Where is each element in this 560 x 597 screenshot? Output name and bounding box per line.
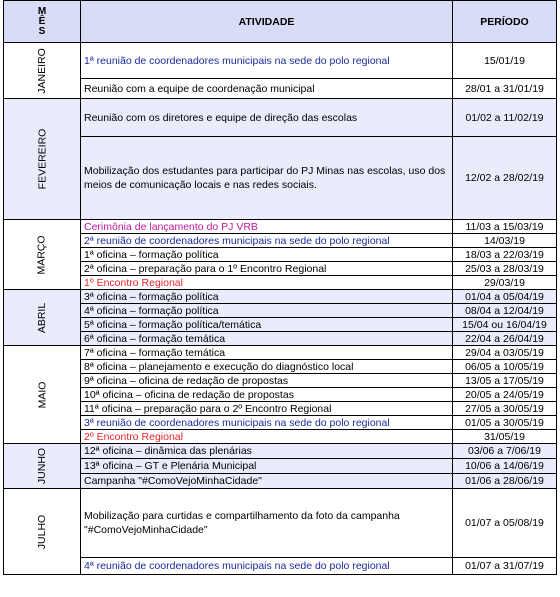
table-row [4,234,557,248]
month-cell-janeiro [4,43,81,99]
month-label: JANEIRO [35,47,48,94]
period-cell: 25/03 a 28/03/19 [453,262,557,276]
period-cell: 29/03/19 [453,276,557,290]
header-atividade: ATIVIDADE [81,1,453,43]
period-cell: 13/05 a 17/05/19 [453,374,557,388]
period-cell: 01/07 a 05/08/19 [453,489,557,558]
table-row [4,558,557,575]
month-label: MAIO [36,381,48,408]
activity-cell: Reunião com os diretores e equipe de direção das escolas [81,99,453,137]
month-label: JULHO [36,514,48,549]
period-cell: 20/05 a 24/05/19 [453,388,557,402]
month-cell-junho [4,444,81,489]
table-row [4,262,557,276]
period-cell: 01/02 a 11/02/19 [453,99,557,137]
period-cell: 01/06 a 28/06/19 [453,474,557,489]
activity-cell: 11ª oficina – preparação para o 2º Encontro Regional [81,402,453,416]
schedule-table [3,0,557,575]
header-mes-letter: Ê [38,15,46,27]
activity-cell: 3ª reunião de coordenadores municipais na sede do polo regional [81,416,453,430]
table-row [4,360,557,374]
table-row [4,474,557,489]
activity-cell: Campanha "#ComoVejoMinhaCidade" [81,474,453,489]
activity-cell: 5ª oficina – formação política/temática [81,318,453,332]
header-mes [4,1,81,43]
activity-cell: Cerimônia de lançamento do PJ VRB [81,220,453,234]
activity-cell: 13ª oficina – GT e Plenária Municipal [81,459,453,474]
table-row [4,304,557,318]
table-row [4,99,557,137]
activity-cell: 6ª oficina – formação temática [81,332,453,346]
table-row [4,137,557,220]
table-row [4,374,557,388]
period-cell: 11/03 a 15/03/19 [453,220,557,234]
period-cell: 15/04 ou 16/04/19 [453,318,557,332]
period-cell: 28/01 a 31/01/19 [453,79,557,99]
month-cell-fevereiro [4,99,81,220]
activity-cell: Mobilização dos estudantes para participar do PJ Minas nas escolas, uso dos meios de comunicação locais e nas redes sociais. [81,137,453,220]
table-row [4,276,557,290]
activity-cell: 9ª oficina – oficina de redação de propostas [81,374,453,388]
table-row [4,79,557,99]
table-row [4,402,557,416]
header-periodo: PERÍODO [453,1,557,43]
activity-cell: 1º Encontro Regional [81,276,453,290]
month-cell-abril [4,290,81,346]
table-row [4,290,557,304]
activity-cell: 3ª oficina – formação política [81,290,453,304]
month-label: MARÇO [36,234,48,275]
period-cell: 15/01/19 [453,43,557,79]
table-row [4,416,557,430]
activity-cell: 2ª reunião de coordenadores municipais na sede do polo regional [81,234,453,248]
table-row [4,489,557,558]
period-cell: 14/03/19 [453,234,557,248]
table-row [4,43,557,79]
period-cell: 10/06 a 14/06/19 [453,459,557,474]
header-mes-letter: S [38,25,46,37]
table-row [4,318,557,332]
period-cell: 03/06 a 7/06/19 [453,444,557,459]
activity-cell: 10ª oficina – oficina de redação de propostas [81,388,453,402]
table-row [4,388,557,402]
table-row [4,332,557,346]
period-cell: 01/05 a 30/05/19 [453,416,557,430]
table-row [4,248,557,262]
table-row [4,220,557,234]
table-row [4,459,557,474]
header-row [4,1,557,43]
month-label: FEVEREIRO [36,128,48,190]
table-row [4,430,557,444]
period-cell: 31/05/19 [453,430,557,444]
activity-cell: 12ª oficina – dinâmica das plenárias [81,444,453,459]
month-cell-maio [4,346,81,444]
period-cell: 12/02 a 28/02/19 [453,137,557,220]
activity-cell: Reunião com a equipe de coordenação municipal [81,79,453,99]
activity-cell: 2º Encontro Regional [81,430,453,444]
header-mes-letter: M [37,5,47,17]
table-row [4,444,557,459]
month-label: ABRIL [35,302,48,333]
table-row [4,346,557,360]
period-cell: 27/05 a 30/05/19 [453,402,557,416]
activity-cell: 2ª oficina – preparação para o 1º Encontro Regional [81,262,453,276]
activity-cell: 1ª reunião de coordenadores municipais na sede do polo regional [81,43,453,79]
activity-cell: 4ª reunião de coordenadores municipais na sede do polo regional [81,558,453,575]
activity-cell: 1ª oficina – formação política [81,248,453,262]
month-cell-marco [4,220,81,290]
activity-cell: 7ª oficina – formação temática [81,346,453,360]
activity-cell: Mobilização para curtidas e compartilhamento da foto da campanha "#ComoVejoMinhaCidade" [81,489,453,558]
period-cell: 01/07 a 31/07/19 [453,558,557,575]
period-cell: 06/05 a 10/05/19 [453,360,557,374]
period-cell: 29/04 a 03/05/19 [453,346,557,360]
activity-cell: 4ª oficina – formação política [81,304,453,318]
period-cell: 08/04 a 12/04/19 [453,304,557,318]
period-cell: 18/03 a 22/03/19 [453,248,557,262]
period-cell: 22/04 a 26/04/19 [453,332,557,346]
month-label: JUNHO [35,447,48,485]
period-cell: 01/04 a 05/04/19 [453,290,557,304]
month-cell-julho [4,489,81,575]
activity-cell: 8ª oficina – planejamento e execução do diagnóstico local [81,360,453,374]
